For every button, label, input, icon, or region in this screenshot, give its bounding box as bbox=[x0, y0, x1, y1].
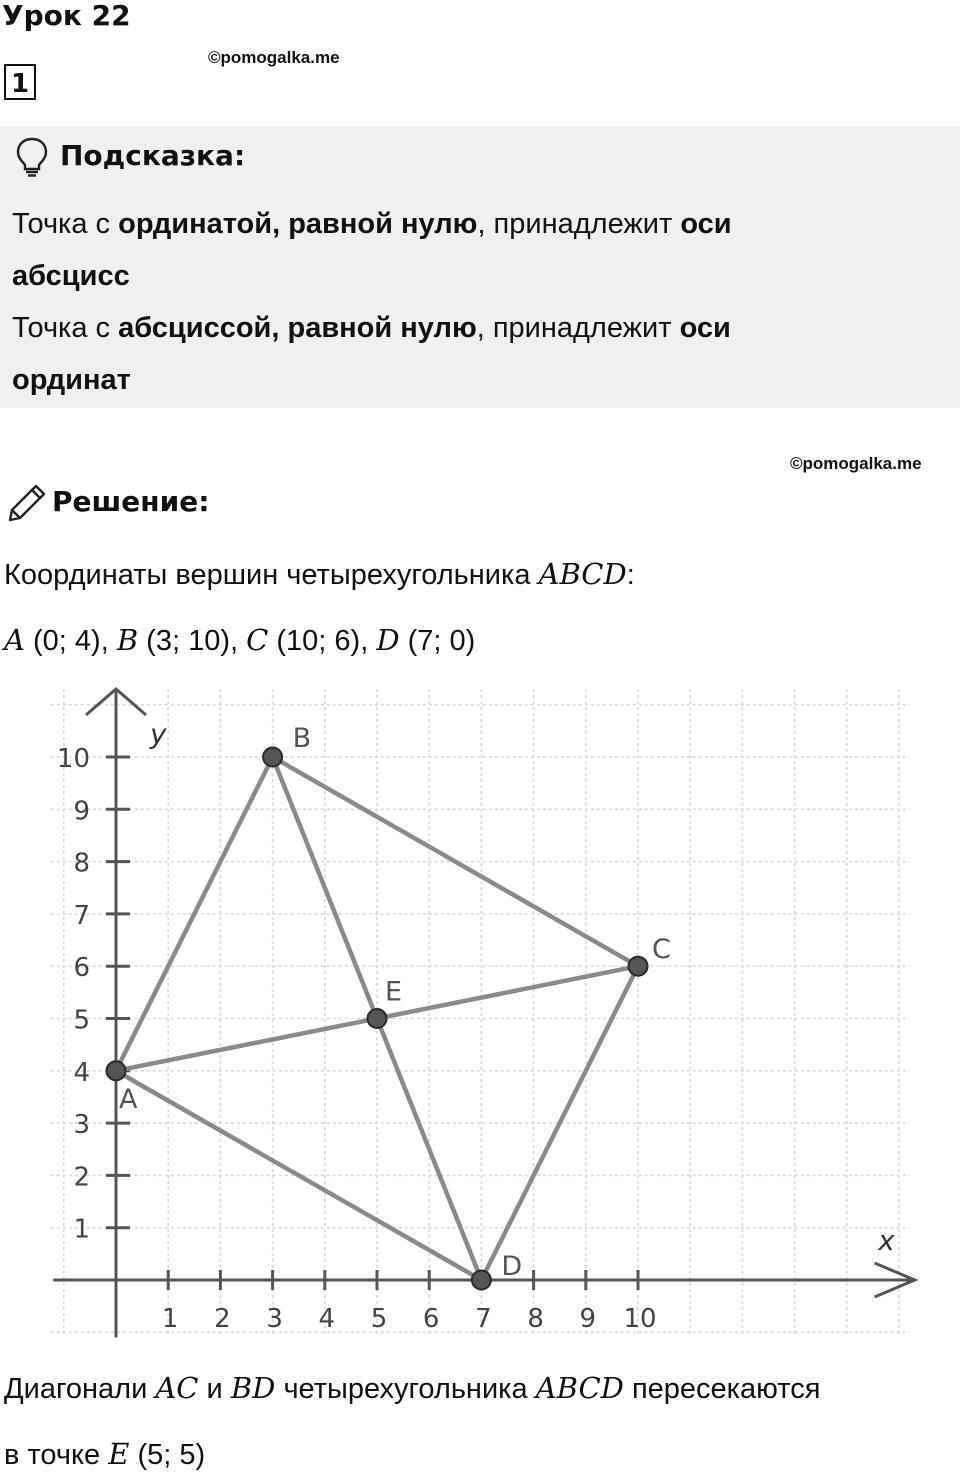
text: Диагонали bbox=[4, 1373, 156, 1405]
coords-list bbox=[4, 620, 475, 661]
point-name: C bbox=[246, 623, 269, 657]
coords-intro bbox=[4, 554, 635, 595]
lightbulb-icon bbox=[14, 136, 50, 178]
y-tick-label: 6 bbox=[73, 953, 90, 984]
x-tick-label: 2 bbox=[214, 1304, 231, 1334]
y-tick-label: 8 bbox=[73, 848, 90, 879]
x-tick-label: 3 bbox=[266, 1304, 283, 1334]
y-tick-label: 1 bbox=[73, 1214, 90, 1245]
labels bbox=[57, 717, 895, 1334]
x-tick-label: 10 bbox=[623, 1304, 657, 1334]
x-tick-label: 4 bbox=[318, 1304, 336, 1334]
point-label-E: E bbox=[385, 976, 403, 1008]
text: Координаты вершин четырехугольника bbox=[4, 559, 539, 591]
point-name: A bbox=[4, 623, 25, 657]
hint-bold: оси bbox=[680, 208, 732, 240]
x-tick-label: 6 bbox=[422, 1304, 440, 1334]
pencil-icon bbox=[6, 482, 48, 524]
hint-text: Точка с bbox=[12, 312, 119, 344]
grid bbox=[51, 689, 910, 1338]
point-label-C: C bbox=[652, 934, 671, 966]
watermark-top: ©pomogalka.me bbox=[208, 48, 340, 67]
y-tick-label: 4 bbox=[73, 1057, 90, 1088]
axes bbox=[53, 689, 914, 1338]
hint-line-4 bbox=[12, 360, 131, 400]
hint-line-3 bbox=[12, 308, 731, 348]
hint-bold: абсцисс bbox=[12, 260, 130, 292]
hint-text: Точка с bbox=[12, 208, 119, 240]
math: ABCD bbox=[538, 557, 627, 591]
x-tick-label: 7 bbox=[475, 1304, 492, 1334]
hint-bold: абсциссой, равной нулю bbox=[118, 312, 477, 344]
point-B bbox=[263, 748, 282, 767]
y-tick-label: 9 bbox=[73, 796, 90, 827]
point-label-A: A bbox=[119, 1083, 138, 1115]
hint-title: Подсказка: bbox=[60, 139, 246, 172]
text: (5; 5) bbox=[129, 1439, 206, 1471]
math: E bbox=[108, 1437, 130, 1471]
y-tick-label: 3 bbox=[73, 1110, 90, 1141]
point-name: B bbox=[116, 623, 139, 657]
point-coords: (7; 0) bbox=[399, 625, 476, 657]
text: четырехугольника bbox=[275, 1373, 536, 1405]
point-D bbox=[472, 1271, 491, 1290]
y-tick-label: 7 bbox=[73, 900, 90, 931]
point-coords: (0; 4), bbox=[24, 625, 117, 657]
segment-CD bbox=[481, 966, 638, 1280]
hint-line-1 bbox=[12, 204, 732, 244]
y-tick-label: 10 bbox=[56, 744, 90, 774]
hint-line-2 bbox=[12, 256, 130, 296]
watermark-solution: ©pomogalka.me bbox=[790, 454, 922, 473]
point-E bbox=[368, 1009, 387, 1028]
point-name: D bbox=[376, 623, 400, 657]
point-A bbox=[107, 1061, 126, 1080]
hint-bold: ординатой, равной нулю bbox=[118, 208, 478, 240]
hint-text: , принадлежит bbox=[476, 312, 680, 344]
hint-bold: ординат bbox=[12, 364, 131, 396]
lesson-title: Урок 22 bbox=[2, 0, 131, 32]
coordinate-plane-chart bbox=[0, 680, 960, 1350]
conclusion-line-1 bbox=[4, 1368, 820, 1409]
math: ABCD bbox=[535, 1371, 624, 1405]
x-tick-label: 1 bbox=[161, 1304, 179, 1334]
hint-text: , принадлежит bbox=[477, 208, 681, 240]
point-coords: (3; 10), bbox=[138, 625, 247, 657]
y-axis-label: y bbox=[150, 717, 167, 751]
text: пересекаются bbox=[623, 1373, 821, 1405]
point-coords: (10; 6), bbox=[268, 625, 377, 657]
x-axis-label: x bbox=[878, 1224, 895, 1257]
math: BD bbox=[230, 1371, 276, 1405]
task-number: 1 bbox=[4, 64, 36, 100]
text: и bbox=[198, 1373, 231, 1405]
text: : bbox=[626, 559, 635, 591]
y-tick-label: 5 bbox=[73, 1005, 90, 1036]
solution-title: Решение: bbox=[52, 485, 210, 518]
math: AC bbox=[155, 1371, 199, 1405]
point-C bbox=[629, 957, 648, 976]
conclusion-line-2 bbox=[4, 1434, 205, 1475]
point-label-B: B bbox=[292, 723, 312, 754]
hint-bold: оси bbox=[679, 312, 731, 344]
y-tick-label: 2 bbox=[73, 1162, 90, 1193]
point-label-D: D bbox=[501, 1251, 523, 1282]
text: в точке bbox=[4, 1439, 109, 1471]
x-tick-label: 8 bbox=[527, 1304, 544, 1334]
x-tick-label: 9 bbox=[579, 1304, 597, 1334]
x-tick-label: 5 bbox=[370, 1304, 388, 1334]
